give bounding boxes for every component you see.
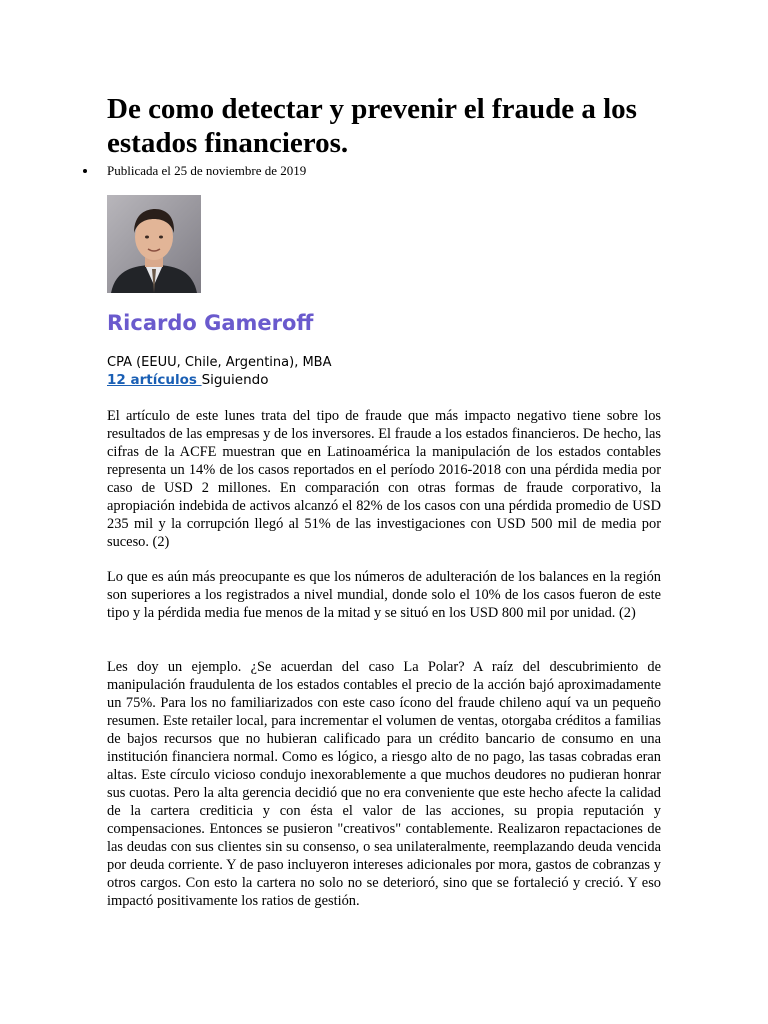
- paragraph-text: Lo que es aún más preocupante es que los números de adulteración de los balances en la región son superiores a los registrados a nivel mundial, donde solo el 10% de los casos fueron de este tipo y la pérdida media fue menos de la mitad y se situó en los USD 800 mil por unidad. (2): [107, 569, 661, 621]
- article-paragraph: [107, 658, 661, 910]
- publish-date-text: Publicada el 25 de noviembre de 2019: [107, 163, 307, 178]
- article-paragraph: [107, 407, 661, 551]
- article-paragraph: [107, 568, 661, 622]
- author-photo[interactable]: [107, 195, 201, 293]
- articles-count-link[interactable]: 12 artículos: [107, 372, 202, 388]
- publish-date: [107, 163, 306, 179]
- paragraph-text: Les doy un ejemplo. ¿Se acuerdan del caso La Polar? A raíz del descubrimiento de manipulación fraudulenta de los estados contables el precio de la acción bajó aproximadamente un 75%. Para los no familiarizados con este caso ícono del fraude chileno aquí va un pequeño resumen. Este retailer local, para incrementar el volumen de ventas, otorgaba créditos a familias de bajos recursos que no hubieran calificado para un crédito bancario de consumo en una institución financiera normal. Como es lógico, a riesgo alto de no pago, las tasas cobradas eran altas. Este círculo vicioso condujo inexorablemente a que muchos deudores no pudieran honrar sus cuotas. Pero la alta gerencia decidió que no era conveniente que este hecho afecte la calidad de la cartera crediticia y con ésta el valor de las acciones, su propia reputación y compensaciones. Entonces se pusieron "creativos" contablemente. Realizaron repactaciones de las deudas con sus clientes sin su consenso, o sea unilateralmente, reemplazando deuda vencida por deuda corriente. Y de paso incluyeron intereses adicionales por mora, gastos de cobranzas y otros cargos. Con esto la cartera no solo no se deterioró, sino que se fortaleció y creció. Y eso impactó positivamente los ratios de gestión.: [107, 659, 661, 909]
- author-name[interactable]: Ricardo Gameroff: [107, 311, 314, 335]
- paragraph-text: El artículo de este lunes trata del tipo de fraude que más impacto negativo tiene sobre los resultados de las empresas y de los inversores. El fraude a los estados financieros. De hecho, las cifras de la ACFE muestran que en Latinoamérica la manipulación de los estados contables representa un 14% de los casos reportados en el período 2016-2018 con una pérdida media por caso de USD 2 millones. En comparación con otras formas de fraude corporativo, la apropiación indebida de activos alcanzó el 82% de los casos con una pérdida promedio de USD 235 mil y la corrupción llegó al 51% de las investigaciones con USD 500 mil de media por suceso. (2): [107, 408, 661, 550]
- article-meta: [107, 163, 306, 179]
- bullet-icon: [83, 169, 87, 173]
- article-title: De como detectar y prevenir el fraude a los estados financieros.: [107, 93, 637, 159]
- author-portrait-image: [107, 195, 201, 293]
- follow-status[interactable]: Siguiendo: [201, 372, 269, 388]
- author-headline: CPA (EEUU, Chile, Argentina), MBA: [107, 355, 332, 370]
- author-stats: [107, 371, 268, 389]
